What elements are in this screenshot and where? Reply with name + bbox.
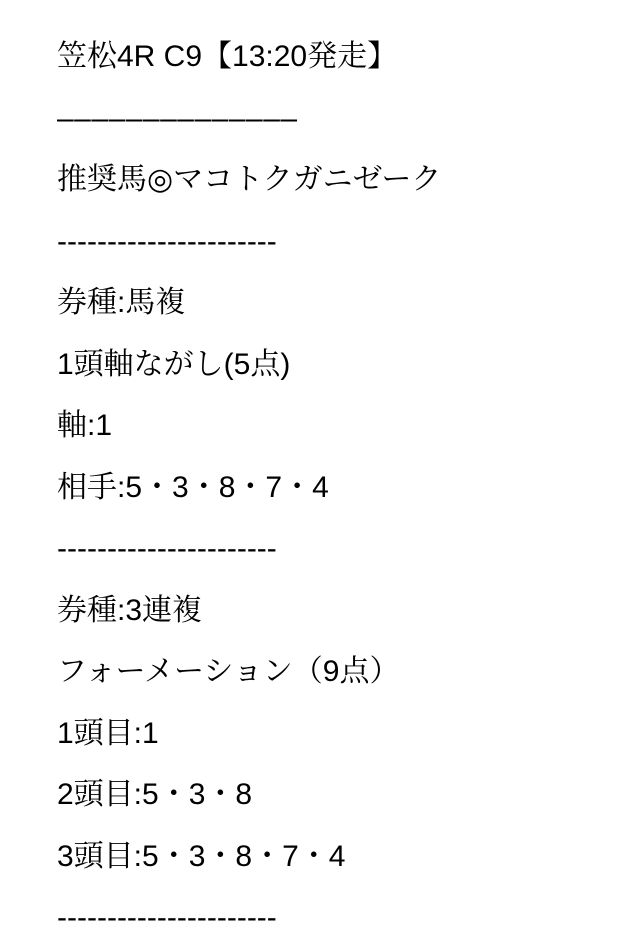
dashed-divider-3: ----------------------: [57, 901, 277, 934]
bet2-ticket-type-line: 券種:3連複: [57, 593, 203, 627]
bet2-first-row-line: 1頭目:1: [57, 716, 159, 750]
bet1-partners-line: 相手:5・3・8・7・4: [57, 470, 329, 504]
bet2-third-row-line: 3頭目:5・3・8・7・4: [57, 839, 346, 873]
bet2-method-line: フォーメーション（9点）: [57, 655, 400, 688]
dashed-divider-1: ----------------------: [57, 224, 277, 258]
bet2-second-row-line: 2頭目:5・3・8: [57, 778, 253, 811]
bet1-axis-line: 軸:1: [57, 409, 113, 442]
solid-divider: ––––––––––––––: [57, 101, 298, 135]
bet1-ticket-type-line: 券種:馬複: [57, 286, 186, 319]
race-title: 笠松4R C9【13:20発走】: [57, 40, 398, 73]
bet1-method-line: 1頭軸ながし(5点): [57, 347, 291, 381]
dashed-divider-2: ----------------------: [57, 532, 277, 565]
recommended-horse-line: 推奨馬◎マコトクガニゼーク: [57, 163, 442, 196]
